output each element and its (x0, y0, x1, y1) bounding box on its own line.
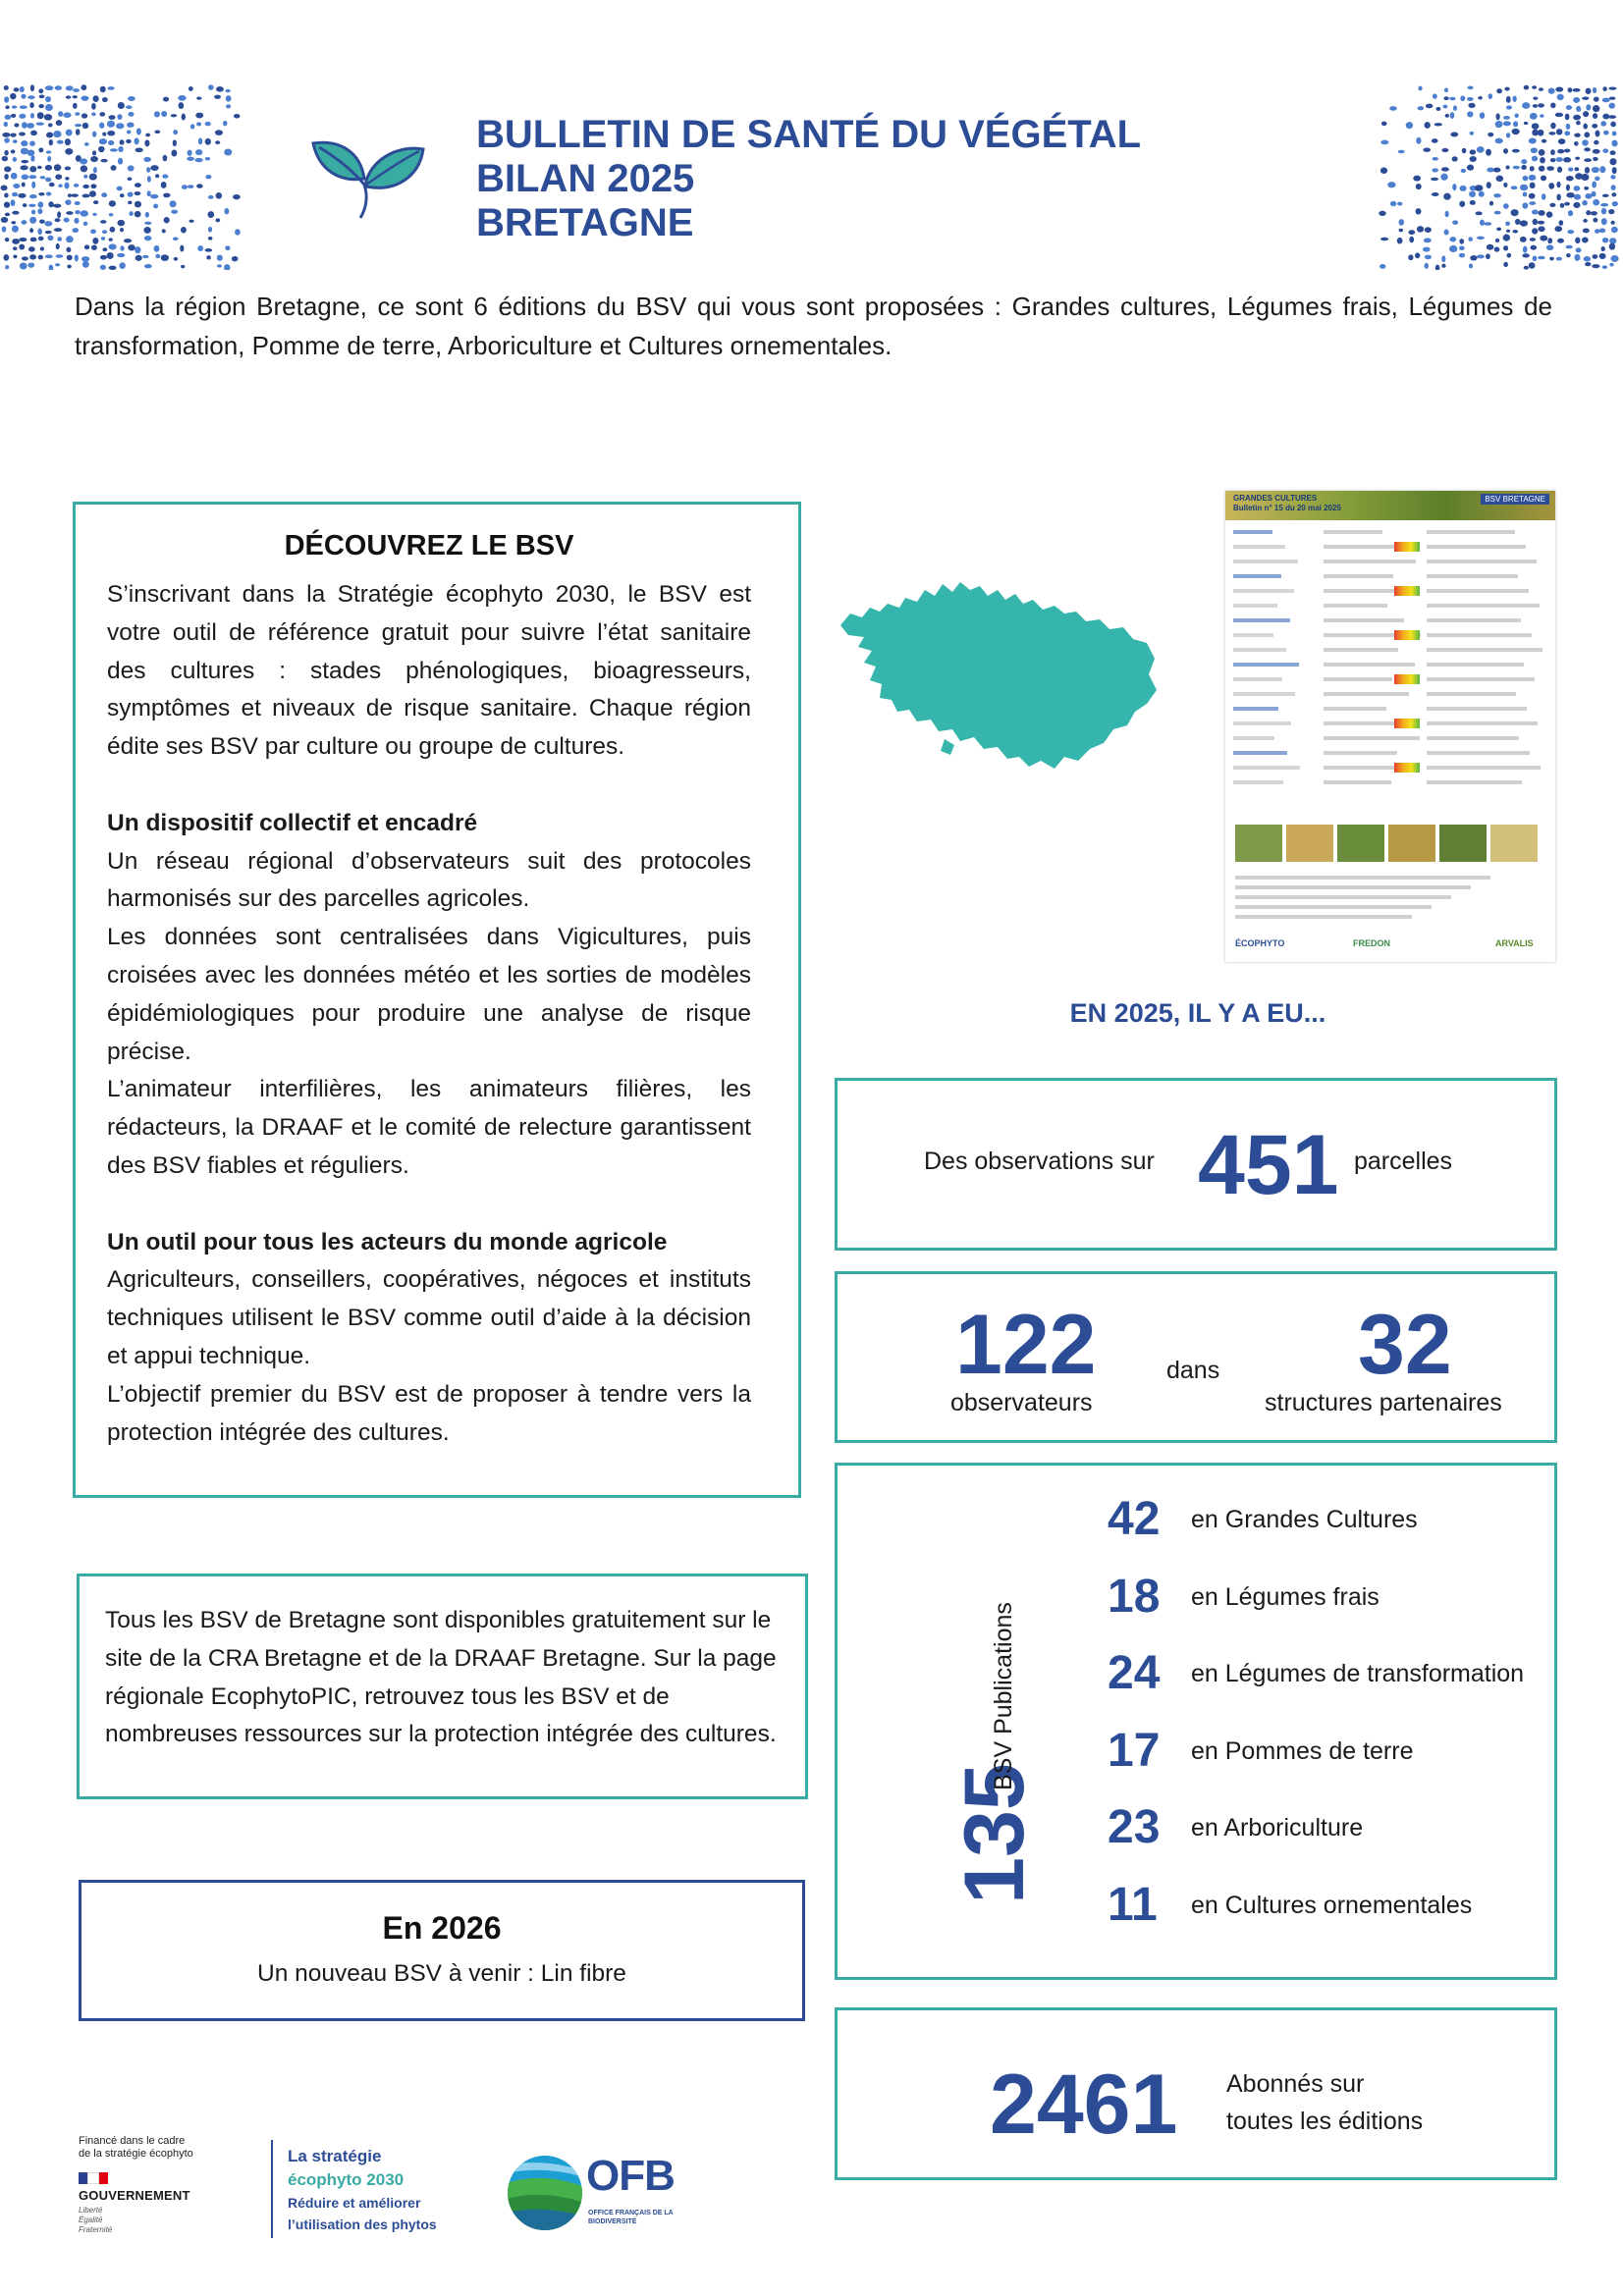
publications-label: BSV Publications (990, 1602, 1017, 1790)
thumb-subtitle: Bulletin n° 15 du 20 mai 2025 (1233, 504, 1341, 512)
publication-label: en Cultures ornementales (1191, 1892, 1473, 1919)
publication-label: en Légumes de transformation (1191, 1660, 1525, 1687)
publication-label: en Pommes de terre (1191, 1737, 1414, 1765)
publication-label: en Grandes Cultures (1191, 1506, 1418, 1533)
discover-intro: S’inscrivant dans la Stratégie écophyto 2030, le BSV est votre outil de référence gratuit pour suivre l’état sanitaire des cultures : stades phénologiques, bioagresseurs, symptômes et niveaux de risque sanitaire. Chaque région édite ses BSV par culture ou groupe de cultures. (107, 581, 751, 761)
publication-count: 18 (1108, 1571, 1161, 1623)
structures-label: structures partenaires (1265, 1389, 1502, 1416)
publication-count: 42 (1108, 1493, 1161, 1545)
dot-pattern-right (1378, 83, 1623, 270)
next-year-card (79, 1880, 805, 2021)
collective-heading: Un dispositif collectif et encadré (107, 809, 478, 836)
funded-line-1: Financé dans le cadre (79, 2135, 186, 2147)
publication-count: 17 (1108, 1725, 1161, 1777)
subscribers-card (835, 2007, 1557, 2180)
publication-label: en Arboriculture (1191, 1814, 1364, 1842)
ecophyto-logo (288, 2145, 464, 2235)
publication-count: 23 (1108, 1801, 1161, 1853)
subscribers-number: 2461 (990, 2057, 1178, 2152)
access-text: Tous les BSV de Bretagne sont disponibles gratuitement sur le site de la CRA Bretagne et de la DRAAF Bretagne. Sur la page régionale EcophytoPIC, retrouvez tous les BSV et de nombreuses ressources sur la protection intégrée des cultures. (105, 1607, 777, 1748)
observations-suffix: parcelles (1354, 1148, 1453, 1175)
thumb-tag: BSV BRETAGNE (1481, 494, 1549, 505)
publication-label: en Légumes frais (1191, 1583, 1380, 1611)
discover-card (73, 502, 801, 1498)
next-year-title: En 2026 (382, 1910, 502, 1946)
subscribers-line-1: Abonnés sur (1226, 2070, 1365, 2098)
next-year-text: Un nouveau BSV à venir : Lin fibre (257, 1960, 626, 1987)
observers-card (835, 1271, 1557, 1443)
ofb-letters: OFB (586, 2152, 675, 2200)
tool-heading: Un outil pour tous les acteurs du monde agricole (107, 1228, 668, 1255)
publications-card (835, 1463, 1557, 1980)
motto-liberte: Liberté (79, 2206, 103, 2215)
page-title (476, 113, 1141, 245)
thumb-logo-arvalis: ARVALIS (1495, 938, 1534, 948)
thumb-title: GRANDES CULTURES (1233, 494, 1318, 503)
observations-card (835, 1078, 1557, 1251)
ofb-logo (506, 2150, 702, 2233)
funded-line-2: de la stratégie écophyto (79, 2148, 193, 2160)
brittany-map (837, 564, 1161, 775)
subscribers-line-2: toutes les éditions (1226, 2108, 1424, 2135)
motto-egalite: Égalité (79, 2216, 103, 2224)
collective-text-3: L’animateur interfilières, les animateurs filières, les rédacteurs, la DRAAF et le comité de relecture garantissent des BSV fiables et réguliers. (107, 1076, 751, 1179)
intro-paragraph: Dans la région Bretagne, ce sont 6 éditions du BSV qui vous sont proposées : Grandes cultures, Légumes frais, Légumes de transformation, Pomme de terre, Arboriculture et Cultures ornementales. (75, 292, 1552, 360)
tool-text-1: Agriculteurs, conseillers, coopératives, négoces et instituts techniques utilisent le BSV comme outil d’aide à la décision et appui technique. (107, 1266, 751, 1369)
title-line-1: BULLETIN DE SANTÉ DU VÉGÉTAL (476, 113, 1142, 156)
dot-pattern-left (0, 83, 245, 270)
publications-total: 135 (947, 1763, 1042, 1904)
leaf-icon (309, 137, 425, 221)
footer-divider (271, 2140, 273, 2238)
ecophyto-line-3: Réduire et améliorer (288, 2195, 421, 2211)
ofb-subtitle: OFFICE FRANÇAIS DE LA BIODIVERSITÉ (588, 2210, 674, 2225)
ofb-emblem-icon (506, 2154, 584, 2232)
observations-prefix: Des observations sur (924, 1148, 1155, 1175)
title-line-2: BILAN 2025 (476, 157, 695, 200)
stats-heading: EN 2025, IL Y A EU... (1069, 998, 1326, 1028)
publication-count: 11 (1108, 1879, 1158, 1931)
structures-number: 32 (1358, 1298, 1452, 1392)
ecophyto-line-1: La stratégie (288, 2147, 382, 2165)
in-word: dans (1166, 1357, 1220, 1384)
title-line-3: BRETAGNE (476, 201, 694, 244)
discover-title: DÉCOUVREZ LE BSV (284, 530, 574, 561)
french-flag-icon (79, 2172, 108, 2184)
motto-fraternite: Fraternité (79, 2225, 113, 2234)
observers-number: 122 (955, 1298, 1097, 1392)
observations-number: 451 (1198, 1118, 1339, 1212)
collective-text-2: Les données sont centralisées dans Vigicultures, puis croisées avec les données météo et les sorties de modèles épidémiologiques pour produire une analyse de risque précise. (107, 924, 751, 1065)
bulletin-thumbnail (1225, 491, 1555, 962)
thumb-logo-fredon: FREDON (1353, 938, 1390, 948)
publication-count: 24 (1108, 1647, 1161, 1699)
subscribers-label (1226, 2065, 1423, 2140)
government-label: GOUVERNEMENT (79, 2188, 190, 2203)
observers-label: observateurs (950, 1389, 1093, 1416)
collective-text-1: Un réseau régional d’observateurs suit des protocoles harmonisés sur des parcelles agricoles. (107, 847, 751, 913)
government-logo (79, 2135, 236, 2243)
access-card (77, 1574, 808, 1799)
thumb-logo-ecophyto: ÉCOPHYTO (1235, 938, 1285, 948)
tool-text-2: L’objectif premier du BSV est de proposer à tendre vers la protection intégrée des cultures. (107, 1380, 751, 1446)
ecophyto-line-2: écophyto 2030 (288, 2170, 405, 2189)
ecophyto-line-4: l’utilisation des phytos (288, 2216, 437, 2232)
